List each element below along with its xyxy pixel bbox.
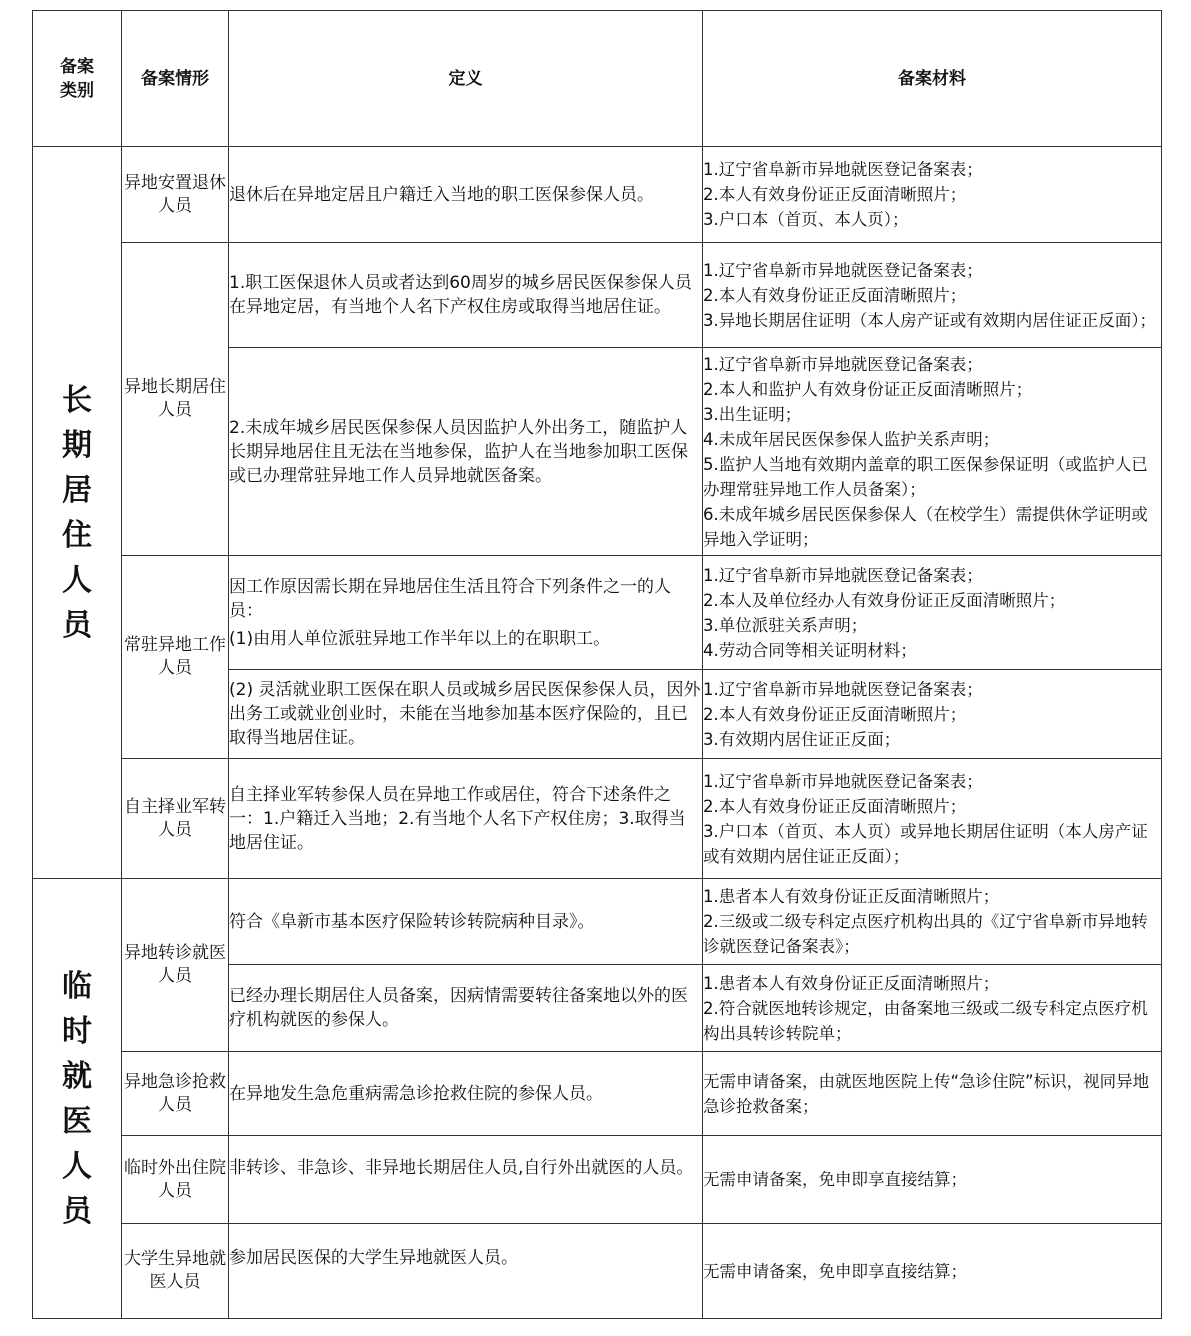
definition-cell: 非转诊、非急诊、非异地长期居住人员,自行外出就医的人员。 <box>229 1136 703 1224</box>
material-item: 1.辽宁省阜新市异地就医登记备案表； <box>703 771 983 791</box>
header-filing-category <box>33 11 122 147</box>
situation-cell: 异地转诊就医人员 <box>122 879 229 1052</box>
definition-cell: 参加居民医保的大学生异地就医人员。 <box>229 1224 703 1319</box>
material-item: 1.辽宁省阜新市异地就医登记备案表； <box>703 565 983 585</box>
material-item: 2.符合就医地转诊规定，由备案地三级或二级专科定点医疗机构出具转诊转院单； <box>703 998 1148 1043</box>
material-item: 2.三级或二级专科定点医疗机构出具的《辽宁省阜新市异地转诊就医登记备案表》； <box>703 912 1148 956</box>
header-col1-line1: 备案 <box>60 56 94 77</box>
material-item: 2.本人有效身份证正反面清晰照片； <box>703 185 967 204</box>
materials-cell <box>703 759 1162 879</box>
category-long-term-label: 长期居住人员 <box>62 382 92 643</box>
material-item: 1.辽宁省阜新市异地就医登记备案表； <box>703 160 983 179</box>
materials-cell <box>703 1052 1162 1136</box>
table-header-row <box>33 11 1162 147</box>
material-item: 3.户口本（首页、本人页）或异地长期居住证明（本人房产证或有效期内居住证正反面）； <box>703 821 1148 866</box>
material-item: 无需申请备案，免申即享直接结算； <box>703 1170 967 1189</box>
material-item: 2.本人有效身份证正反面清晰照片； <box>703 285 967 305</box>
material-item: 6.未成年城乡居民医保参保人（在校学生）需提供休学证明或异地入学证明； <box>703 504 1148 549</box>
materials-cell <box>703 670 1162 759</box>
definition-lead: 因工作原因需长期在异地居住生活且符合下列条件之一的人员： <box>229 576 671 621</box>
material-item: 3.单位派驻关系声明； <box>703 615 868 635</box>
definition-cell: 符合《阜新市基本医疗保险转诊转院病种目录》。 <box>229 879 703 965</box>
material-item: 3.出生证明； <box>703 404 802 424</box>
situation-cell: 异地急诊抢救人员 <box>122 1052 229 1136</box>
material-item: 2.本人有效身份证正反面清晰照片； <box>703 796 967 816</box>
table-row <box>33 556 1162 670</box>
material-item: 2.本人及单位经办人有效身份证正反面清晰照片； <box>703 590 1066 610</box>
filing-table <box>32 10 1162 1319</box>
material-item: 无需申请备案，由就医地医院上传“急诊住院”标识，视同异地急诊抢救备案； <box>703 1071 1150 1116</box>
table-row <box>33 1052 1162 1136</box>
definition-item: (1)由用人单位派驻异地工作半年以上的在职职工。 <box>229 628 611 649</box>
header-filing-situation: 备案情形 <box>122 11 229 147</box>
materials-cell <box>703 147 1162 243</box>
material-item: 3.有效期内居住证正反面； <box>703 729 901 749</box>
definition-cell: 在异地发生急危重病需急诊抢救住院的参保人员。 <box>229 1052 703 1136</box>
situation-cell: 自主择业军转人员 <box>122 759 229 879</box>
situation-cell: 常驻异地工作人员 <box>122 556 229 759</box>
table-row <box>33 879 1162 965</box>
material-item: 1.辽宁省阜新市异地就医登记备案表； <box>703 679 983 699</box>
table-row <box>33 147 1162 243</box>
table-row <box>33 759 1162 879</box>
material-item: 1.患者本人有效身份证正反面清晰照片； <box>703 887 1000 906</box>
materials-cell <box>703 243 1162 348</box>
materials-cell <box>703 556 1162 670</box>
category-long-term-residents <box>33 147 122 879</box>
materials-cell <box>703 965 1162 1052</box>
material-item: 无需申请备案，免申即享直接结算； <box>703 1261 967 1281</box>
material-item: 4.劳动合同等相关证明材料； <box>703 640 917 660</box>
definition-cell: 自主择业军转参保人员在异地工作或居住，符合下述条件之一：1.户籍迁入当地；2.有当地个人名下产权住房；3.取得当地居住证。 <box>229 759 703 879</box>
definition-cell: 退休后在异地定居且户籍迁入当地的职工医保参保人员。 <box>229 147 703 243</box>
table-row <box>33 243 1162 348</box>
category-temporary-label: 临时就医人员 <box>62 968 92 1229</box>
definition-cell: 2.未成年城乡居民医保参保人员因监护人外出务工，随监护人长期异地居住且无法在当地参保，监护人在当地参加职工医保或已办理常驻异地工作人员异地就医备案。 <box>229 348 703 556</box>
materials-cell <box>703 1136 1162 1224</box>
material-item: 3.户口本（首页、本人页）； <box>703 210 909 229</box>
situation-cell: 异地长期居住人员 <box>122 243 229 556</box>
material-item: 3.异地长期居住证明（本人房产证或有效期内居住证正反面）； <box>703 310 1156 330</box>
table-row <box>33 1136 1162 1224</box>
definition-cell <box>229 556 703 670</box>
category-temporary-medical <box>33 879 122 1319</box>
definition-cell: 1.职工医保退休人员或者达到60周岁的城乡居民医保参保人员在异地定居，有当地个人名下产权住房或取得当地居住证。 <box>229 243 703 348</box>
material-item: 1.辽宁省阜新市异地就医登记备案表； <box>703 260 983 280</box>
definition-cell: (2) 灵活就业职工医保在职人员或城乡居民医保参保人员，因外出务工或就业创业时，未能在当地参加基本医疗保险的，且已取得当地居住证。 <box>229 670 703 759</box>
materials-cell <box>703 348 1162 556</box>
material-item: 4.未成年居民医保参保人监护关系声明； <box>703 429 1000 449</box>
material-item: 5.监护人当地有效期内盖章的职工医保参保证明（或监护人已办理常驻异地工作人员备案）； <box>703 454 1148 499</box>
header-filing-materials: 备案材料 <box>703 11 1162 147</box>
materials-cell <box>703 1224 1162 1319</box>
situation-cell: 异地安置退休人员 <box>122 147 229 243</box>
header-col1-line2: 类别 <box>60 80 94 101</box>
material-item: 2.本人和监护人有效身份证正反面清晰照片； <box>703 379 1033 399</box>
situation-cell: 大学生异地就医人员 <box>122 1224 229 1319</box>
situation-cell: 临时外出住院人员 <box>122 1136 229 1224</box>
header-definition: 定义 <box>229 11 703 147</box>
table-row <box>33 1224 1162 1319</box>
material-item: 1.辽宁省阜新市异地就医登记备案表； <box>703 354 983 374</box>
materials-cell <box>703 879 1162 965</box>
definition-cell: 已经办理长期居住人员备案，因病情需要转往备案地以外的医疗机构就医的参保人。 <box>229 965 703 1052</box>
material-item: 2.本人有效身份证正反面清晰照片； <box>703 704 967 724</box>
material-item: 1.患者本人有效身份证正反面清晰照片； <box>703 973 1000 993</box>
